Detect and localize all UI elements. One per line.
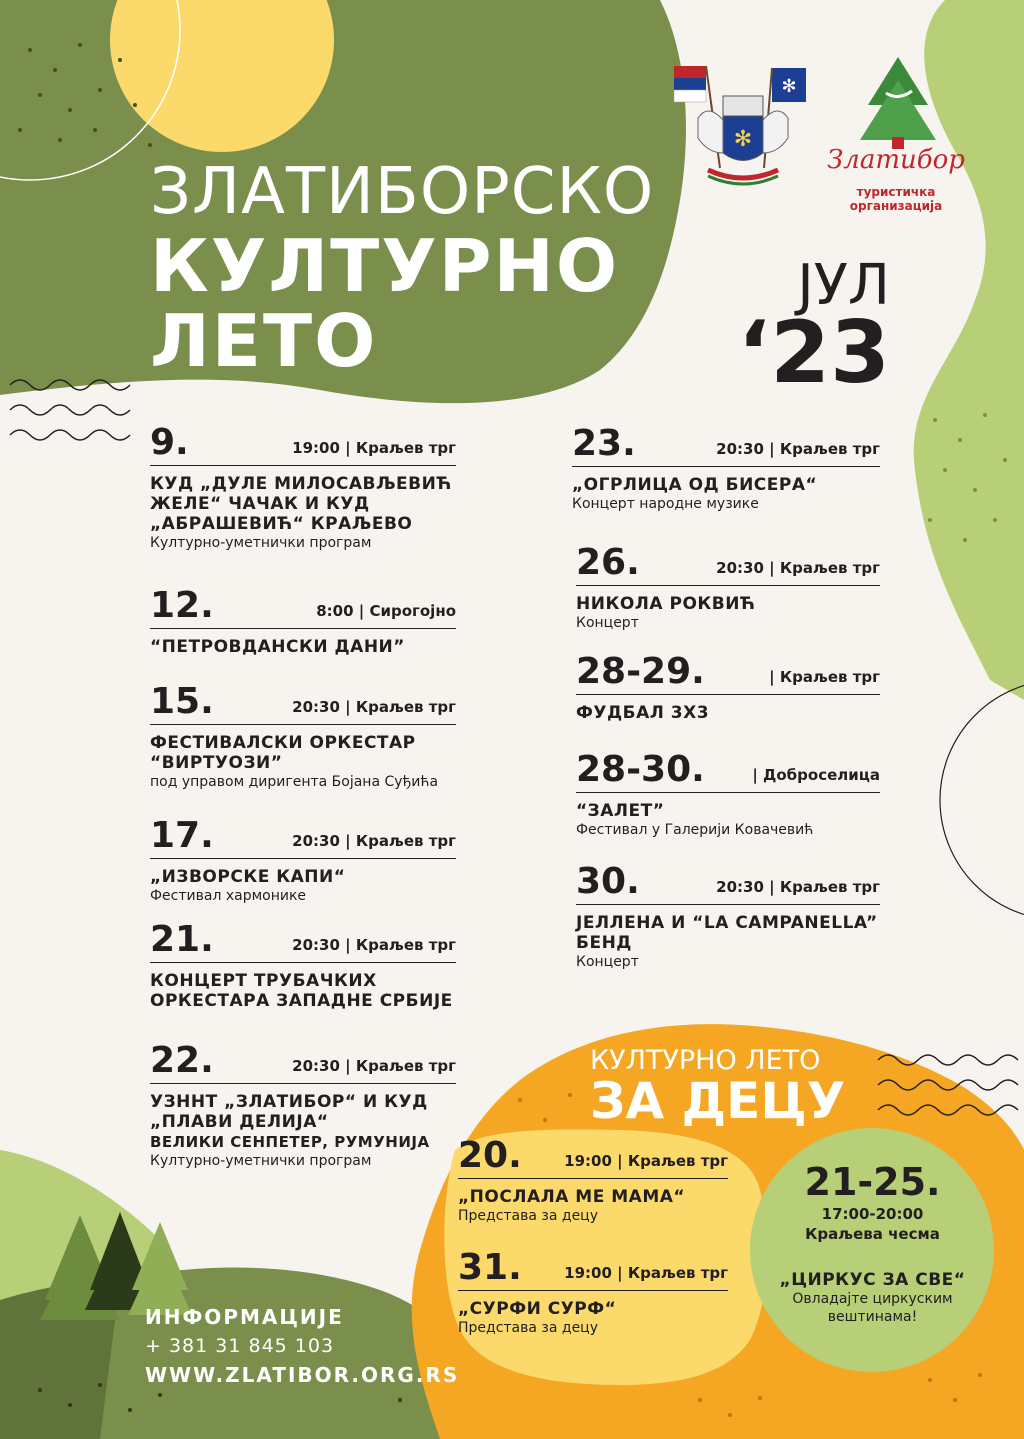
event-time-place: 19:00 | Краљев трг xyxy=(564,1264,728,1282)
kids-heading-line-2: ЗА ДЕЦУ xyxy=(590,1072,846,1130)
event-header xyxy=(150,1040,456,1084)
kids-heading-line-1: КУЛТУРНО ЛЕТО xyxy=(590,1045,821,1076)
event-time-place: | Краљев трг xyxy=(769,668,880,686)
event-23 xyxy=(572,423,880,513)
event-time-place: 8:00 | Сирогојно xyxy=(316,602,456,620)
title-line-1: ЗЛАТИБОРСКО xyxy=(150,155,655,229)
event-26 xyxy=(576,542,880,632)
outline-circle xyxy=(940,680,1024,920)
event-subtitle: Концерт xyxy=(576,615,639,631)
event-day: 21. xyxy=(150,919,214,960)
event-day: 22. xyxy=(150,1040,214,1081)
event-place: Краљева чесма xyxy=(805,1224,940,1243)
event-subtitle: Представа за децу xyxy=(458,1208,598,1224)
pine-tree-icon xyxy=(858,55,938,150)
svg-text:✻: ✻ xyxy=(733,127,753,152)
kids-event-20 xyxy=(458,1135,728,1225)
event-17 xyxy=(150,815,456,905)
event-day: 20. xyxy=(458,1135,522,1176)
event-title: „ПОСЛАЛА МЕ МАМА“ xyxy=(458,1187,686,1207)
title-line-2: КУЛТУРНО xyxy=(150,224,620,308)
event-title: УЗННТ „ЗЛАТИБОР“ И КУД „ПЛАВИ ДЕЛИЈА“ xyxy=(150,1092,428,1132)
event-header xyxy=(576,749,880,793)
event-9 xyxy=(150,422,456,552)
event-title: „ОГРЛИЦА ОД БИСЕРА“ xyxy=(572,475,818,495)
svg-text:✻: ✻ xyxy=(781,76,797,97)
event-header xyxy=(150,681,456,725)
month-label: ЈУЛ xyxy=(797,253,890,318)
event-title: ЈЕЛЛЕНА И “LA CAMPANELLA” БЕНД xyxy=(576,913,878,953)
event-day: 26. xyxy=(576,542,640,583)
event-header xyxy=(576,542,880,586)
event-subtitle: под управом диригента Бојана Суђића xyxy=(150,774,439,790)
event-subtitle: Културно-уметнички програм xyxy=(150,535,372,551)
event-time-place: | Доброселица xyxy=(752,766,880,784)
event-21 xyxy=(150,919,456,1011)
event-subtitle: Концерт народне музике xyxy=(572,496,759,512)
info-label: ИНФОРМАЦИЈЕ xyxy=(145,1305,344,1329)
event-title: “ЗАЛЕТ” xyxy=(576,801,665,821)
event-time-place: 20:30 | Краљев трг xyxy=(292,698,456,716)
event-day: 9. xyxy=(150,422,189,463)
info-phone[interactable]: + 381 31 845 103 xyxy=(145,1335,335,1357)
event-title: „СУРФИ СУРФ“ xyxy=(458,1299,617,1319)
event-title: КОНЦЕРТ ТРУБАЧКИХ ОРКЕСТАРА ЗАПАДНЕ СРБИЈЕ xyxy=(150,971,453,1011)
event-time-place: 20:30 | Краљев трг xyxy=(716,878,880,896)
event-subtitle: Фестивал у Галерији Ковачевић xyxy=(576,822,814,838)
event-header xyxy=(576,651,880,695)
event-time: 17:00-20:00 xyxy=(821,1204,924,1223)
event-subtitle: Културно-уметнички програм xyxy=(150,1153,372,1169)
event-day: 31. xyxy=(458,1247,522,1288)
event-day: 17. xyxy=(150,815,214,856)
event-subtitle: Представа за децу xyxy=(458,1320,598,1336)
event-28-30 xyxy=(576,749,880,839)
event-title-secondary: ВЕЛИКИ СЕНПЕТЕР, РУМУНИЈА xyxy=(150,1133,430,1151)
event-time-place: 20:30 | Краљев трг xyxy=(716,440,880,458)
event-subtitle: Фестивал хармонике xyxy=(150,888,307,904)
event-header xyxy=(150,815,456,859)
event-subtitle: Концерт xyxy=(576,954,639,970)
event-title: НИКОЛА РОКВИЋ xyxy=(576,594,756,614)
event-day: 15. xyxy=(150,681,214,722)
event-title: ФУДБАЛ 3Х3 xyxy=(576,703,710,723)
event-12 xyxy=(150,585,456,657)
tourism-logo-name: Златибор xyxy=(827,145,965,175)
event-15 xyxy=(150,681,456,791)
event-header xyxy=(458,1135,728,1179)
event-header xyxy=(150,919,456,963)
event-time-place: 20:30 | Краљев трг xyxy=(292,832,456,850)
event-time-place: 20:30 | Краљев трг xyxy=(716,559,880,577)
tourism-logo-subtitle: туристичка организација xyxy=(849,185,943,213)
event-title: „ИЗВОРСКЕ КАПИ“ xyxy=(150,867,346,887)
year-label: ‘23 xyxy=(737,303,890,403)
event-day: 28-29. xyxy=(576,651,705,692)
kids-event-31 xyxy=(458,1247,728,1337)
event-day: 23. xyxy=(572,423,636,464)
event-title: „ЦИРКУС ЗА СВЕ“ xyxy=(779,1269,966,1290)
event-time-place: 19:00 | Краљев трг xyxy=(292,439,456,457)
event-day: 30. xyxy=(576,861,640,902)
event-subtitle: Овладајте циркуским вештинама! xyxy=(792,1290,953,1325)
event-30 xyxy=(576,861,880,971)
event-day: 12. xyxy=(150,585,214,626)
event-22 xyxy=(150,1040,456,1170)
event-header xyxy=(150,585,456,629)
event-time-place: 19:00 | Краљев трг xyxy=(564,1152,728,1170)
event-day: 28-30. xyxy=(576,749,705,790)
coat-of-arms-icon xyxy=(668,58,818,188)
event-title: ФЕСТИВАЛСКИ ОРКЕСТАР “ВИРТУОЗИ” xyxy=(150,733,416,773)
info-website-link[interactable]: WWW.ZLATIBOR.ORG.RS xyxy=(145,1363,460,1387)
event-28-29 xyxy=(576,651,880,723)
info-block xyxy=(145,1305,459,1387)
kids-circus-event xyxy=(760,1162,985,1326)
event-header xyxy=(576,861,880,905)
title-line-3: ЛЕТО xyxy=(150,299,378,383)
event-header xyxy=(572,423,880,467)
event-time-place: 20:30 | Краљев трг xyxy=(292,1057,456,1075)
event-title: КУД „ДУЛЕ МИЛОСАВЉЕВИЋ ЖЕЛЕ“ ЧАЧАК И КУД „АБРАШЕВИЋ“ КРАЉЕВО xyxy=(150,474,452,534)
event-time-place: 20:30 | Краљев трг xyxy=(292,936,456,954)
event-header xyxy=(150,422,456,466)
event-title: “ПЕТРОВДАНСКИ ДАНИ” xyxy=(150,637,405,657)
event-day: 21-25. xyxy=(804,1160,941,1204)
event-header xyxy=(458,1247,728,1291)
